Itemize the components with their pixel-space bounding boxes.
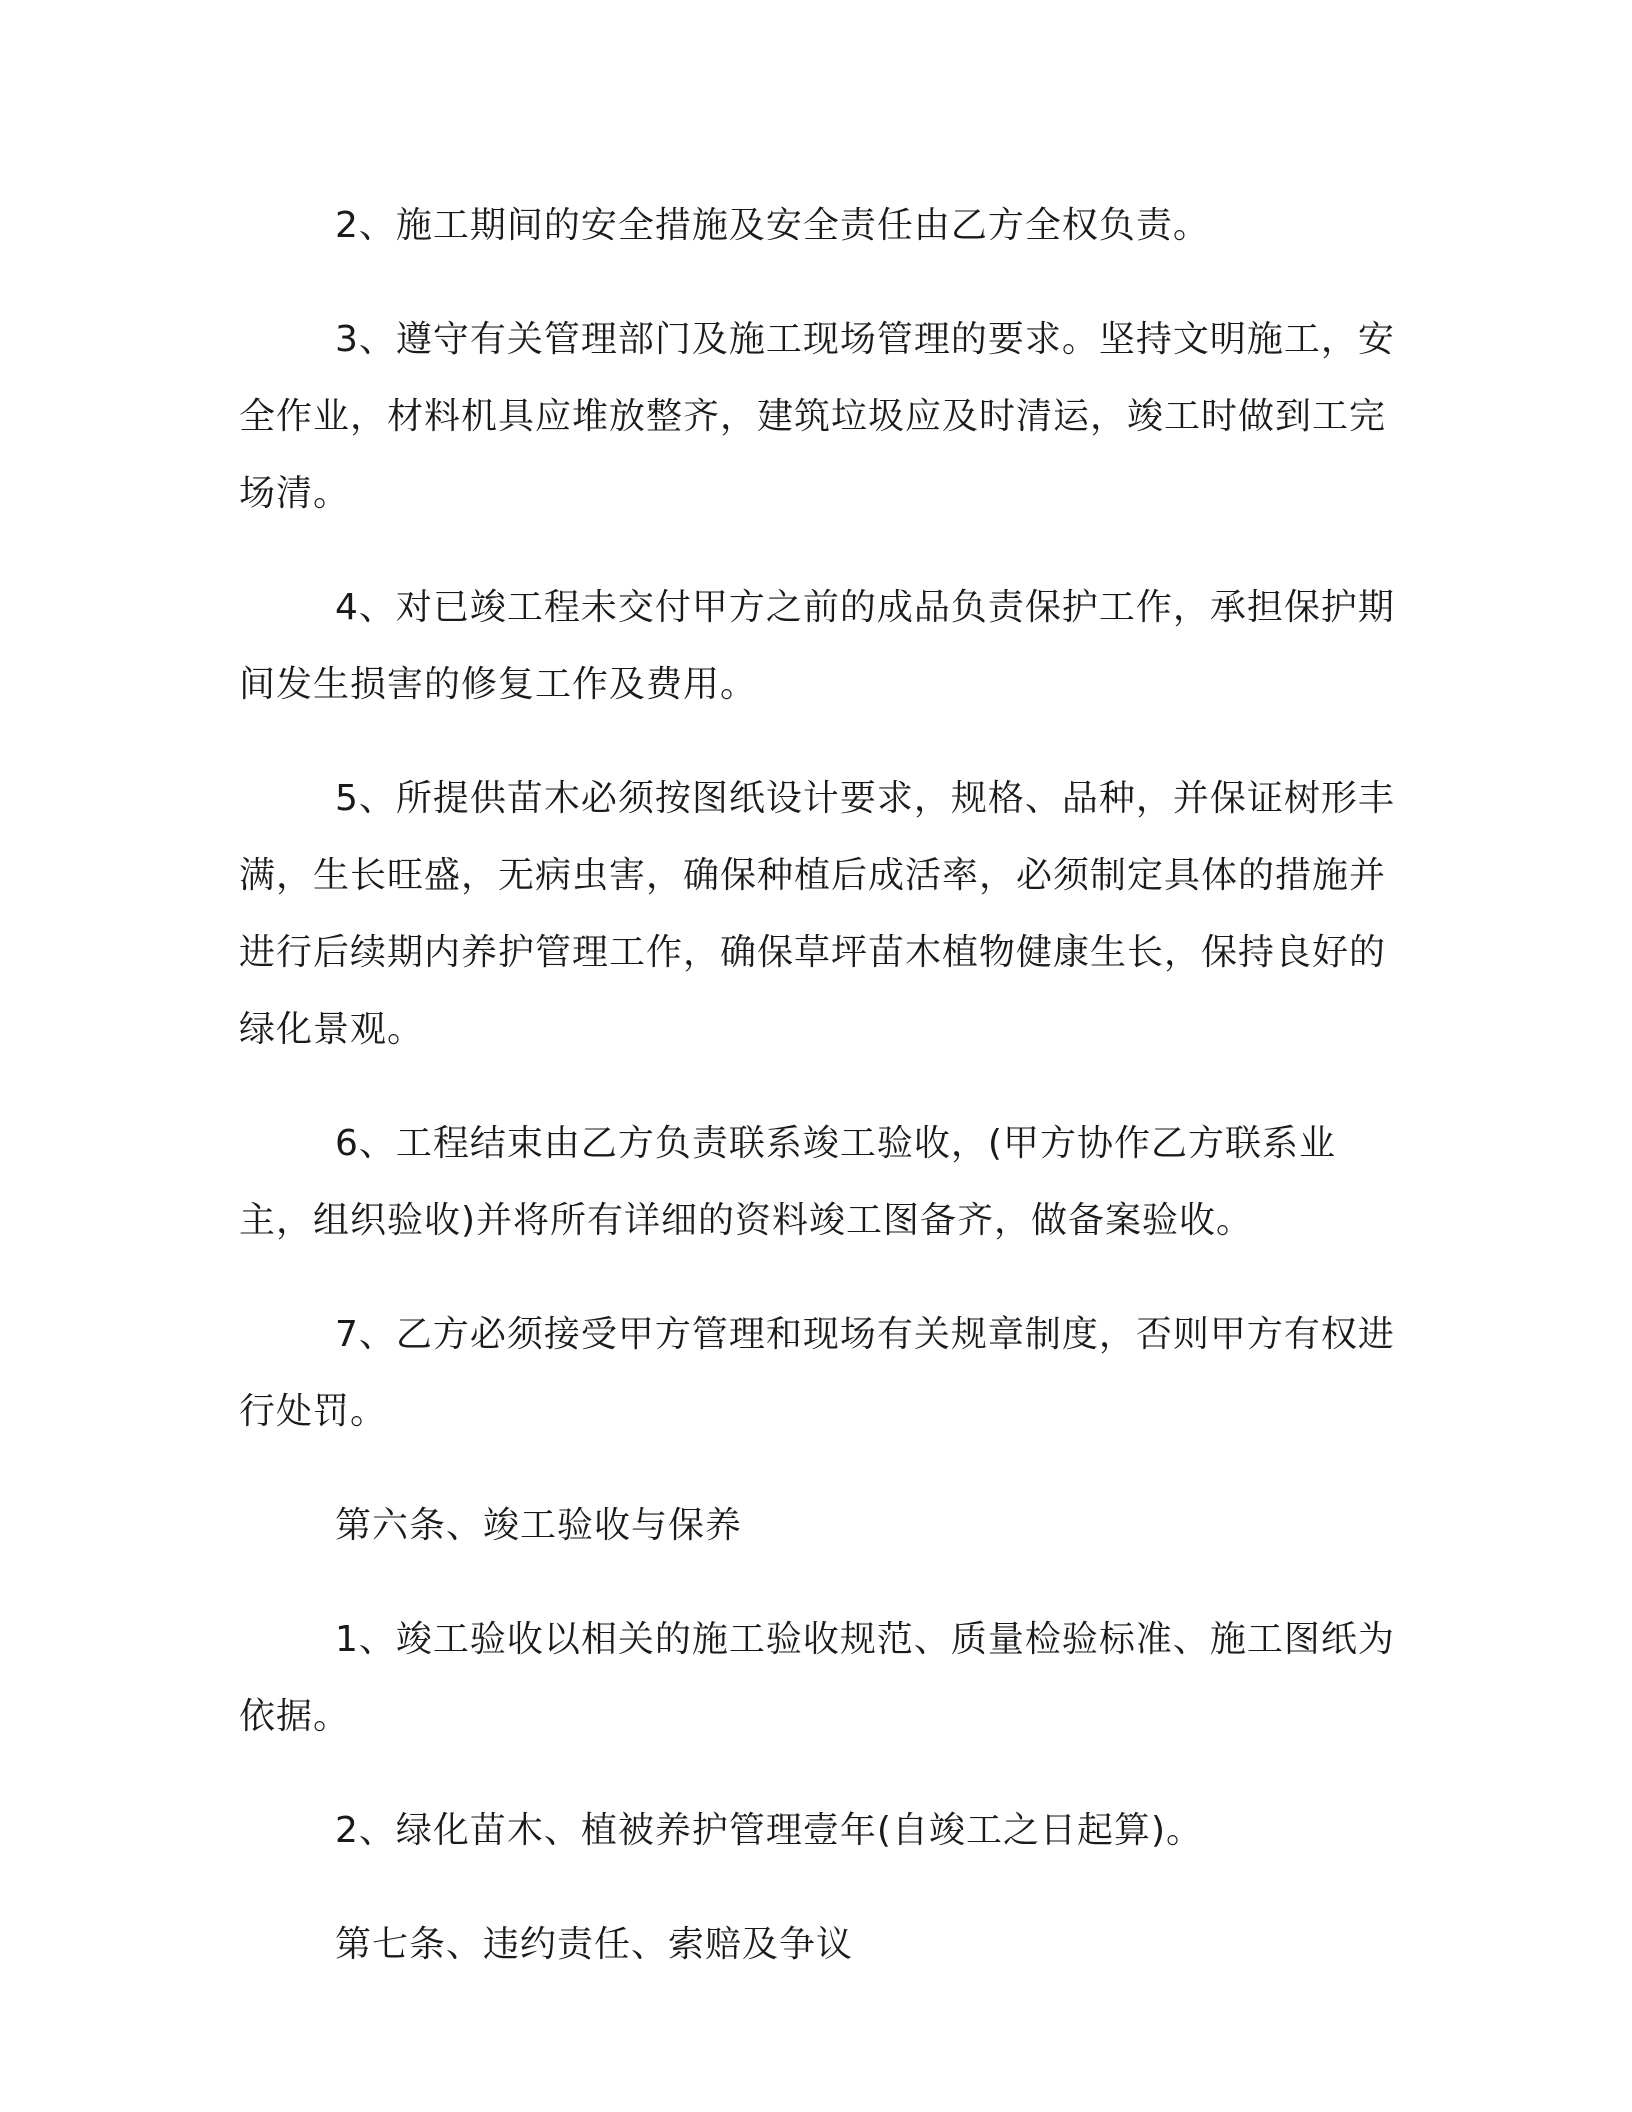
paragraph-item-6: 6、工程结束由乙方负责联系竣工验收，(甲方协作乙方联系业主，组织验收)并将所有详细的资料竣工图备齐，做备案验收。 <box>239 1123 1336 1241</box>
paragraph-item-2: 2、施工期间的安全措施及安全责任由乙方全权负责。 <box>335 205 1210 246</box>
section-heading-6: 第六条、竣工验收与保养 <box>335 1505 743 1546</box>
paragraph-item-5: 5、所提供苗木必须按图纸设计要求，规格、品种，并保证树形丰满，生长旺盛，无病虫害，确保种植后成活率，必须制定具体的措施并进行后续期内养护管理工作，确保草坪苗木植物健康生长，保持良好的绿化景观。 <box>239 778 1395 1050</box>
section6-item-2: 2、绿化苗木、植被养护管理壹年(自竣工之日起算)。 <box>335 1810 1203 1851</box>
section-heading-7: 第七条、违约责任、索赔及争议 <box>335 1924 854 1965</box>
paragraph-item-3: 3、遵守有关管理部门及施工现场管理的要求。坚持文明施工，安全作业，材料机具应堆放整齐，建筑垃圾应及时清运，竣工时做到工完场清。 <box>239 319 1395 514</box>
document-body <box>239 187 1399 2020</box>
paragraph-item-7: 7、乙方必须接受甲方管理和现场有关规章制度，否则甲方有权进行处罚。 <box>239 1314 1395 1432</box>
paragraph-item-4: 4、对已竣工程未交付甲方之前的成品负责保护工作，承担保护期间发生损害的修复工作及费用。 <box>239 587 1395 705</box>
section6-item-1: 1、竣工验收以相关的施工验收规范、质量检验标准、施工图纸为依据。 <box>239 1619 1395 1737</box>
